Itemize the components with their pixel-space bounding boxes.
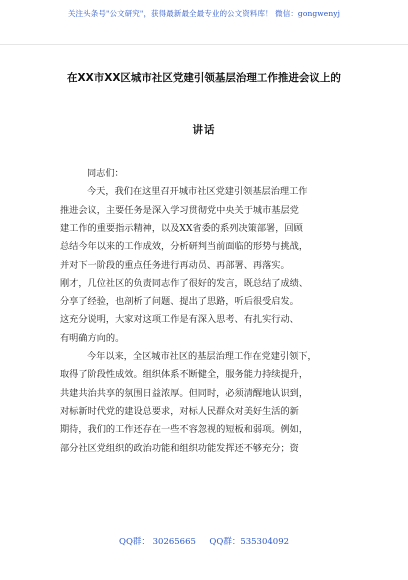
body-line: 并对下一阶段的重点任务进行再动员、再部署、再落实。 bbox=[60, 259, 290, 271]
document-title: 在XX市XX区城市社区党建引领基层治理工作推进会议上的 bbox=[67, 72, 341, 84]
body-line: 总结今年以来的工作成效，分析研判当前面临的形势与挑战， bbox=[60, 241, 309, 253]
document-title-continued: 讲话 bbox=[192, 124, 216, 136]
body-line: 建工作的重要指示精神，以及XX省委的系列决策部署，回顾 bbox=[60, 222, 303, 234]
footer-qq-groups: QQ群： 30265665 QQ群：535304092 bbox=[118, 537, 290, 547]
salutation: 同志们： bbox=[87, 168, 124, 179]
body-line: 推进会议，主要任务是深入学习贯彻党中央关于城市基层党 bbox=[60, 204, 299, 216]
body-line: 今天，我们在这里召开城市社区党建引领基层治理工作 bbox=[87, 186, 308, 198]
header-divider bbox=[0, 44, 408, 45]
body-line: 有明确方向的。 bbox=[60, 332, 125, 344]
body-line: 部分社区党组织的政治功能和组织功能发挥还不够充分；资 bbox=[60, 442, 299, 454]
body-line: 对标新时代党的建设总要求，对标人民群众对美好生活的新 bbox=[60, 405, 299, 417]
body-line: 期待，我们的工作还存在一些不容忽视的短板和弱项。例如， bbox=[60, 424, 309, 436]
body-line: 取得了阶段性成效。组织体系不断健全，服务能力持续提升， bbox=[60, 369, 309, 381]
body-line: 共建共治共享的氛围日益浓厚。但同时，必须清醒地认识到， bbox=[60, 387, 309, 399]
header-banner: 关注头条号"公文研究"，获得最新最全最专业的公文资料库！ 微信：gongwenyj bbox=[67, 9, 341, 18]
body-line: 这充分说明，大家对这项工作是有深入思考、有扎实行动、 bbox=[60, 314, 299, 326]
body-line: 刚才，几位社区的负责同志作了很好的发言，既总结了成绩、 bbox=[60, 277, 309, 289]
body-line: 分享了经验，也剖析了问题、提出了思路，听后很受启发。 bbox=[60, 296, 299, 308]
body-line: 今年以来，全区城市社区的基层治理工作在党建引领下， bbox=[87, 351, 317, 362]
